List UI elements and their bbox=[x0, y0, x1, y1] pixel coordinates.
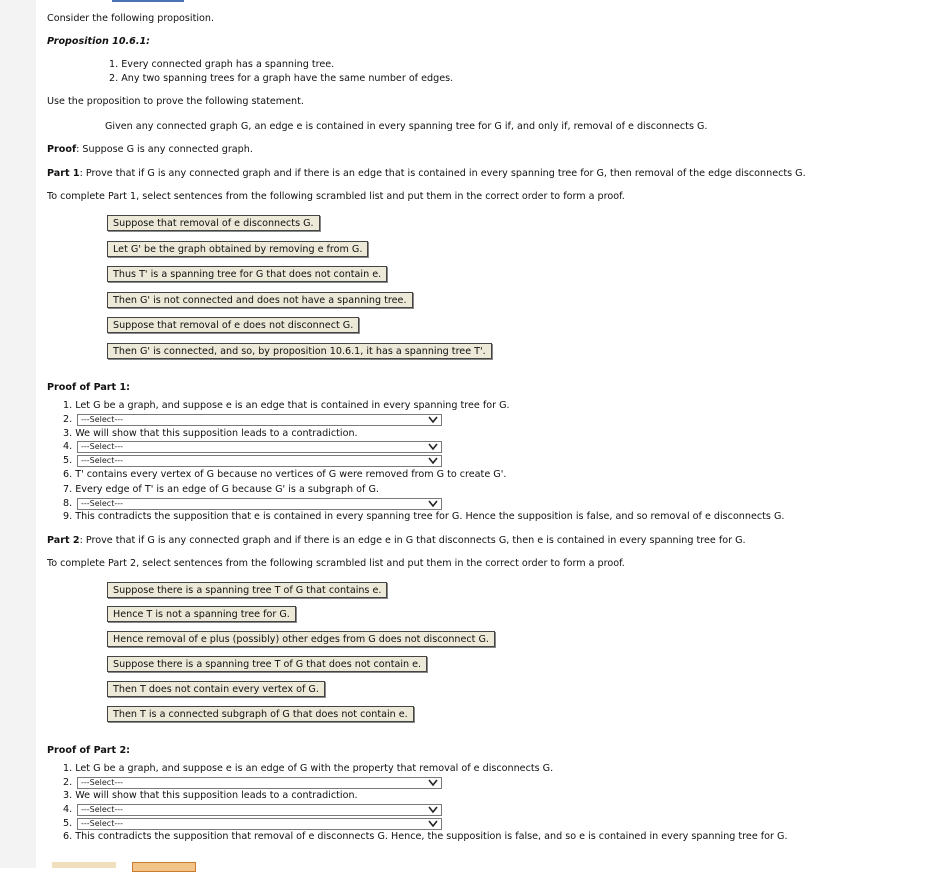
part2-sentence-chip[interactable]: Suppose there is a spanning tree T of G that contains e. bbox=[107, 582, 387, 598]
part2-sentence-chip[interactable]: Hence T is not a spanning tree for G. bbox=[107, 606, 296, 622]
part2-step: 6. This contradicts the supposition that removal of e disconnects G. Hence, the supposition is false, and so e is contained in every spanning tree for G. bbox=[63, 831, 788, 842]
chevron-down-icon bbox=[428, 443, 438, 451]
part2-step2-select[interactable]: ---Select--- bbox=[77, 777, 442, 789]
part2-step: 1. Let G be a graph, and suppose e is an edge of G with the property that removal of e disconnects G. bbox=[63, 763, 554, 774]
part1-instruction: To complete Part 1, select sentences from the following scrambled list and put them in the correct order to form a proof. bbox=[47, 191, 625, 202]
part1-text: : Prove that if G is any connected graph and if there is an edge that is contained in every spanning tree for G, then removal of the edge disconnects G. bbox=[79, 168, 806, 179]
intro-text: Consider the following proposition. bbox=[47, 13, 215, 24]
part1-step: 3. We will show that this supposition leads to a contradiction. bbox=[63, 428, 358, 439]
chevron-down-icon bbox=[428, 820, 438, 828]
part1-sentence-chip[interactable]: Thus T' is a spanning tree for G that does not contain e. bbox=[107, 266, 387, 282]
part2-sentence-chip[interactable]: Hence removal of e plus (possibly) other edges from G does not disconnect G. bbox=[107, 631, 495, 647]
part2-step-number: 4. bbox=[63, 804, 73, 815]
part1-sentence-chip[interactable]: Suppose that removal of e does not disconnect G. bbox=[107, 317, 359, 333]
part1-sentence-chip[interactable]: Let G' be the graph obtained by removing e from G. bbox=[107, 241, 368, 257]
instruction-text: Use the proposition to prove the following statement. bbox=[47, 96, 304, 107]
proposition-item: 1. Every connected graph has a spanning tree. bbox=[109, 59, 335, 70]
chevron-down-icon bbox=[428, 779, 438, 787]
part2-proof-label: Proof of Part 2: bbox=[47, 745, 130, 756]
part1-step-number: 2. bbox=[63, 414, 73, 425]
part1-step2-select[interactable]: ---Select--- bbox=[77, 414, 442, 426]
part1-sentence-chip[interactable]: Then G' is connected, and so, by proposition 10.6.1, it has a spanning tree T'. bbox=[107, 343, 492, 359]
part2-instruction: To complete Part 2, select sentences from the following scrambled list and put them in the correct order to form a proof. bbox=[47, 558, 625, 569]
part2-sentence-chip[interactable]: Suppose there is a spanning tree T of G that does not contain e. bbox=[107, 656, 427, 672]
part1-heading bbox=[47, 168, 806, 179]
part1-step8-select[interactable]: ---Select--- bbox=[77, 498, 442, 510]
chevron-down-icon bbox=[428, 416, 438, 424]
part2-text: : Prove that if G is any connected graph and if there is an edge e in G that disconnects G, then e is contained in every spanning tree for G. bbox=[79, 535, 746, 546]
proposition-item: 2. Any two spanning trees for a graph have the same number of edges. bbox=[109, 73, 454, 84]
chevron-down-icon bbox=[428, 806, 438, 814]
part1-sentence-chip[interactable]: Suppose that removal of e disconnects G. bbox=[107, 215, 320, 231]
bottom-help-link[interactable] bbox=[52, 862, 116, 868]
part1-step-number: 8. bbox=[63, 498, 73, 509]
part1-step4-select[interactable]: ---Select--- bbox=[77, 441, 442, 453]
proof-intro-text: : Suppose G is any connected graph. bbox=[76, 144, 253, 155]
proof-intro bbox=[47, 144, 253, 155]
chevron-down-icon bbox=[428, 457, 438, 465]
part2-sentence-chip[interactable]: Then T is a connected subgraph of G that does not contain e. bbox=[107, 706, 414, 722]
part2-step-number: 5. bbox=[63, 818, 73, 829]
proof-label: Proof bbox=[47, 144, 77, 155]
part1-step-number: 4. bbox=[63, 441, 73, 452]
part1-proof-label: Proof of Part 1: bbox=[47, 382, 130, 393]
part2-heading bbox=[47, 535, 746, 546]
proposition-label: Proposition 10.6.1: bbox=[47, 36, 150, 47]
part2-sentence-chip[interactable]: Then T does not contain every vertex of G. bbox=[107, 681, 325, 697]
left-gutter bbox=[0, 0, 36, 868]
part1-step: 9. This contradicts the supposition that e is contained in every spanning tree for G. Hence the supposition is false, and so removal of e disconnects G. bbox=[63, 511, 785, 522]
part1-step: 7. Every edge of T' is an edge of G because G' is a subgraph of G. bbox=[63, 484, 379, 495]
part1-step-number: 5. bbox=[63, 455, 73, 466]
part2-step: 3. We will show that this supposition leads to a contradiction. bbox=[63, 790, 358, 801]
part1-label: Part 1 bbox=[47, 168, 80, 179]
part2-step-number: 2. bbox=[63, 777, 73, 788]
statement-text: Given any connected graph G, an edge e is contained in every spanning tree for G if, and only if, removal of e disconnects G. bbox=[105, 121, 708, 132]
part1-step: 6. T' contains every vertex of G because no vertices of G were removed from G to create G'. bbox=[63, 469, 507, 480]
chevron-down-icon bbox=[428, 500, 438, 508]
question-content bbox=[36, 0, 936, 868]
part2-step5-select[interactable]: ---Select--- bbox=[77, 818, 442, 830]
part2-step4-select[interactable]: ---Select--- bbox=[77, 804, 442, 816]
part1-sentence-chip[interactable]: Then G' is not connected and does not have a spanning tree. bbox=[107, 292, 413, 308]
part1-step5-select[interactable]: ---Select--- bbox=[77, 455, 442, 467]
part1-step: 1. Let G be a graph, and suppose e is an edge that is contained in every spanning tree for G. bbox=[63, 400, 510, 411]
part2-label: Part 2 bbox=[47, 535, 80, 546]
bottom-action-button[interactable] bbox=[132, 862, 196, 872]
